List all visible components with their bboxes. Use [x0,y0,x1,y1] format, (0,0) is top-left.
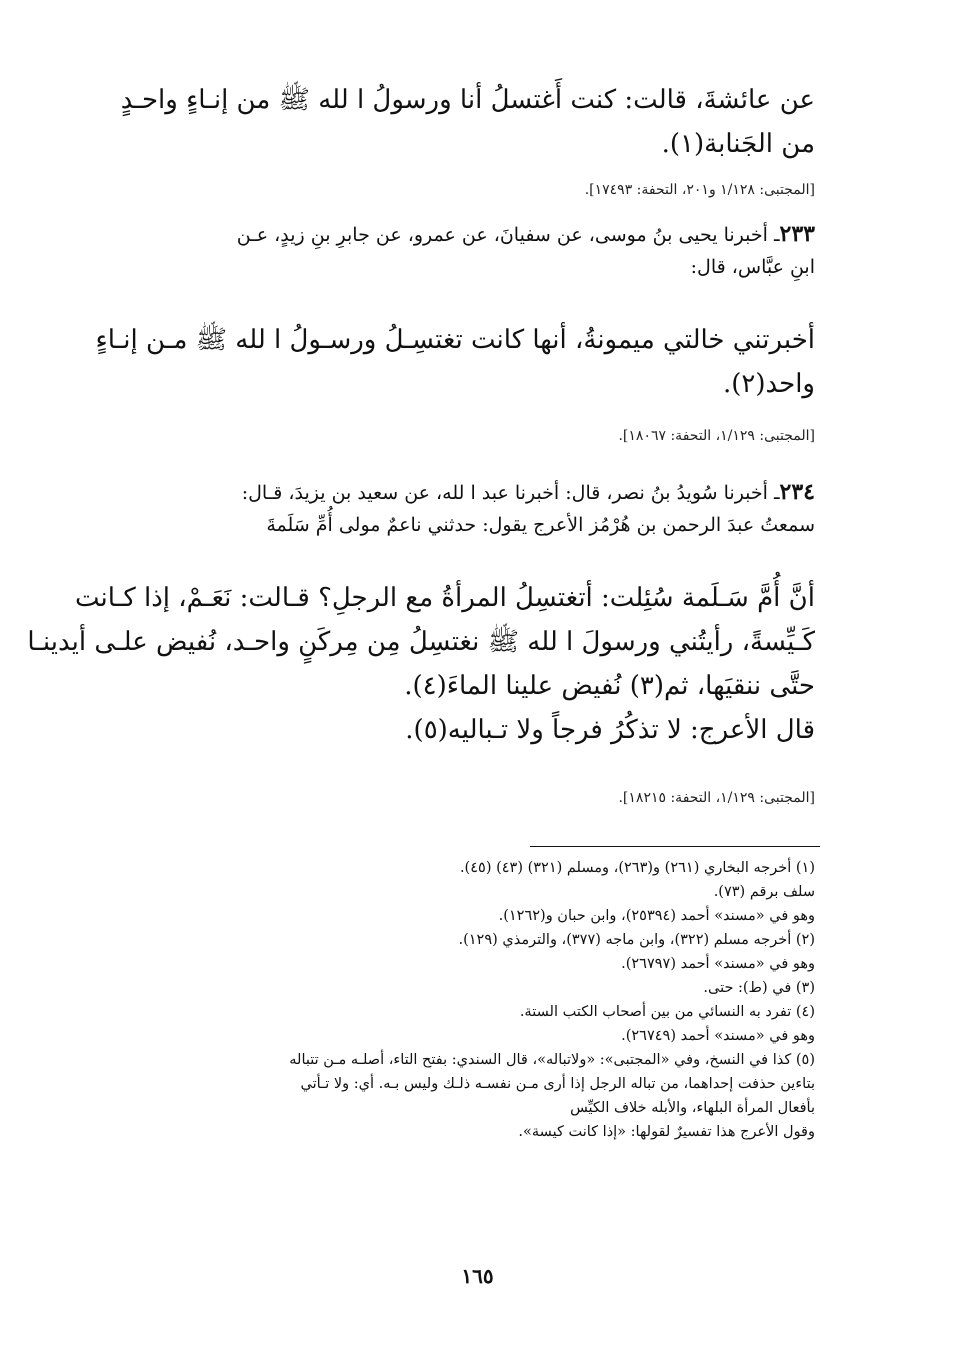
footnote-line: وهو في «مسند» أحمد (٢٦٧٤٩). [621,1028,815,1044]
text-line: أنَّ أُمَّ سَـلَمة سُئِلت: أتغتسِلُ المرأةُ مع الرجلِ؟ قـالت: نَعَـمْ، إذا كـانت [75,583,815,613]
hadith-number: ٢٣٤ [779,479,815,505]
text-line: عن عائشةَ، قالت: كنت أَغتسلُ أنا ورسولُ ا لله ﷺ من إنـاءٍ واحـدٍ [120,85,815,115]
hadith-233-reference: [المجتبى: ١/١٢٩، التحفة: ١٨٠٦٧]. [618,428,815,444]
hadith-234-reference: [المجتبى: ١/١٢٩، التحفة: ١٨٢١٥]. [618,790,815,806]
footnote-line: (١) أخرجه البخاري (٢٦١) و(٢٦٣)، ومسلم (٣٢١) (٤٣) (٤٥). [459,860,815,876]
footnote-line: (٤) تفرد به النسائي من بين أصحاب الكتب الستة. [519,1004,815,1020]
text-line: قال الأعرج: لا تذكُرُ فرجاً ولا تـباليه(٥). [405,715,815,745]
footnote-line: سلف برقم (٧٣). [713,884,815,900]
footnote-line: (٥) كذا في النسخ، وفي «المجتبى»: «ولاتباله»، قال السندي: بفتح التاء، أصلـه مـن تتباله [289,1052,815,1068]
hadith-number: ٢٣٣ [779,221,815,247]
footnote-line: وقول الأعرج هذا تفسيرٌ لقولها: «إذا كانت كيسة». [518,1124,815,1140]
text-line: واحد(٢). [722,369,815,399]
footnote-line: (٢) أخرجه مسلم (٣٢٢)، وابن ماجه (٣٧٧)، والترمذي (١٢٩). [458,932,815,948]
footnote-line: (٣) في (ط): حتى. [703,980,815,996]
footnote-line: بتاءين حذفت إحداهما، من تباله الرجل إذا أرى مـن نفسـه ذلـك وليس بـه. أي: ولا تـأتي [300,1076,815,1092]
page-number: ١٦٥ [461,1264,494,1288]
text-line: أخبرتني خالتي ميمونةُ، أنها كانت تغتسِـلُ ورسـولُ ا لله ﷺ مـن إنـاءٍ [95,325,815,355]
hadith-232-text [120,78,815,166]
hadith-234-isnad [135,476,815,541]
footnote-line: وهو في «مسند» أحمد (٢٦٧٩٧). [621,956,815,972]
text-line: سمعتُ عبدَ الرحمن بن هُرْمُز الأعرج يقول: حدثني ناعمٌ مولى أُمِّ سَلَمةَ [266,514,815,536]
hadith-232-reference: [المجتبى: ١/١٢٨ و٢٠١، التحفة: ١٧٤٩٣]. [584,182,815,198]
text-line: ـ أخبرنا سُويدُ بنُ نصر، قال: أخبرنا عبد ا لله، عن سعيد بن يزيدَ، قـال: [241,482,780,504]
text-line: كَـيِّسةً، رأيتُني ورسولَ ا لله ﷺ نغتسِلُ مِن مِركَنٍ واحـد، نُفيض علـى أيدينـا [27,627,815,657]
text-line: من الجَنابة(١). [661,129,815,159]
text-line: ـ أخبرنا يحيى بنُ موسى، عن سفيانَ، عن عمرو، عن جابرِ بنِ زيدٍ، عـن [236,224,780,246]
hadith-234-matn [27,576,815,752]
footnote-line: وهو في «مسند» أحمد (٢٥٣٩٤)، وابن حبان و(١٢٦٢). [498,908,815,924]
text-line: ابنِ عبَّاس، قال: [690,256,815,278]
text-line: حتَّى ننقيَها، ثم(٣) نُفيض علينا الماءَ(٤). [404,671,815,701]
hadith-233-matn [95,318,815,406]
footnotes [135,856,815,1144]
footnote-separator [530,846,820,847]
footnote-line: بأفعال المرأة البلهاء، والأبله خلاف الكيِّس [570,1100,815,1116]
hadith-233-isnad [135,218,815,283]
